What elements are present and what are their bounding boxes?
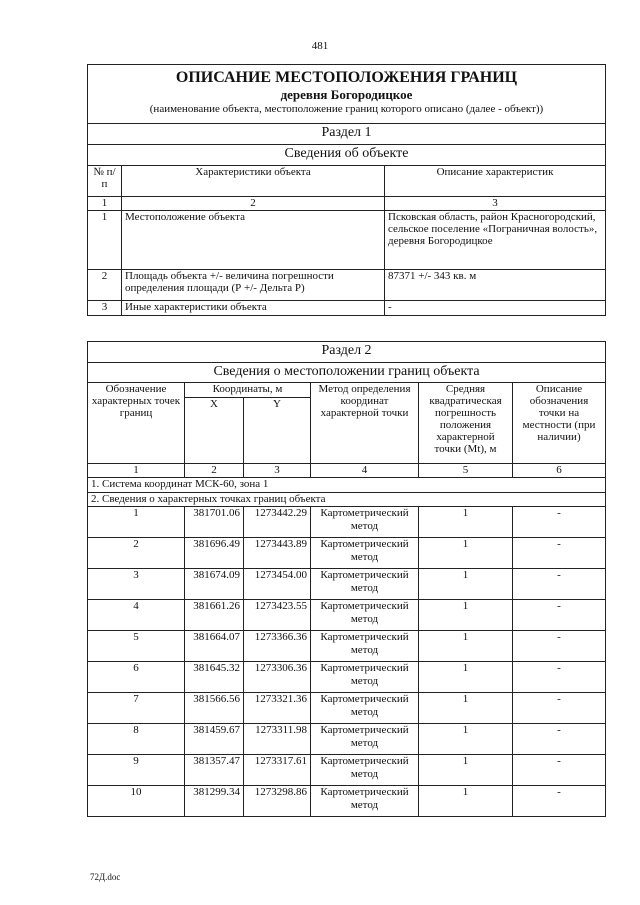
point-method: Картометрический метод [311,693,419,724]
point-description: - [513,786,606,817]
document-header [88,65,606,124]
point-number: 9 [88,755,185,786]
point-x: 381645.32 [185,662,244,693]
point-method: Картометрический метод [311,786,419,817]
col-number: 1 [88,464,185,478]
col-number: 5 [419,464,513,478]
point-y: 1273298.86 [244,786,311,817]
point-error: 1 [419,724,513,755]
point-error: 1 [419,786,513,817]
point-y: 1273454.00 [244,569,311,600]
point-description: - [513,693,606,724]
point-y: 1273321.36 [244,693,311,724]
col-number: 4 [311,464,419,478]
point-x: 381696.49 [185,538,244,569]
table-row [88,693,606,724]
point-number: 2 [88,538,185,569]
header-characteristic: Характеристики объекта [122,166,385,197]
table-row [88,507,606,538]
point-number: 3 [88,569,185,600]
point-description: - [513,507,606,538]
point-x: 381661.26 [185,600,244,631]
boundary-points-table [87,341,606,817]
table-row [88,301,606,316]
point-error: 1 [419,600,513,631]
row-number: 1 [88,211,122,270]
point-description: - [513,724,606,755]
point-error: 1 [419,693,513,724]
header-error: Средняя квадратическая погрешность положения характерной точки (Mt), м [419,383,513,464]
table-row [88,569,606,600]
row-number: 3 [88,301,122,316]
point-number: 8 [88,724,185,755]
point-y: 1273317.61 [244,755,311,786]
point-description: - [513,755,606,786]
table-row [88,600,606,631]
header-point-description: Описание обозначения точки на местности (при наличии) [513,383,606,464]
row-value: - [385,301,606,316]
col-number: 6 [513,464,606,478]
document-note: (наименование объекта, местоположение границ которого описано (далее - объект)) [149,103,544,115]
point-error: 1 [419,755,513,786]
point-x: 381701.06 [185,507,244,538]
coordinate-system: 1. Система координат МСК-60, зона 1 [88,478,606,493]
point-error: 1 [419,538,513,569]
col-number: 3 [244,464,311,478]
point-number: 7 [88,693,185,724]
point-error: 1 [419,631,513,662]
point-method: Картометрический метод [311,538,419,569]
table-row [88,538,606,569]
table-row [88,755,606,786]
points-section-title: 2. Сведения о характерных точках границ объекта [88,493,606,507]
point-number: 10 [88,786,185,817]
section1-title: Сведения об объекте [88,145,606,166]
point-x: 381674.09 [185,569,244,600]
point-y: 1273443.89 [244,538,311,569]
section2-title: Сведения о местоположении границ объекта [88,363,606,383]
section1-label: Раздел 1 [88,124,606,145]
row-name: Иные характеристики объекта [122,301,385,316]
document-title: ОПИСАНИЕ МЕСТОПОЛОЖЕНИЯ ГРАНИЦ [175,69,518,86]
point-method: Картометрический метод [311,631,419,662]
col-number: 2 [185,464,244,478]
row-name: Площадь объекта +/- величина погрешности определения площади (Р +/- Дельта Р) [122,270,385,301]
table-row [88,724,606,755]
table-row [88,270,606,301]
table-row [88,631,606,662]
row-value: Псковская область, район Красногородский, сельское поселение «Пограничная волость», деревня Богородицкое [385,211,606,270]
point-error: 1 [419,569,513,600]
point-method: Картометрический метод [311,600,419,631]
point-y: 1273366.36 [244,631,311,662]
point-x: 381299.34 [185,786,244,817]
point-number: 4 [88,600,185,631]
point-y: 1273311.98 [244,724,311,755]
header-description: Описание характеристик [385,166,606,197]
point-method: Картометрический метод [311,569,419,600]
point-method: Картометрический метод [311,755,419,786]
point-number: 5 [88,631,185,662]
point-x: 381459.67 [185,724,244,755]
table-row [88,211,606,270]
point-description: - [513,538,606,569]
point-error: 1 [419,662,513,693]
point-method: Картометрический метод [311,724,419,755]
point-x: 381566.56 [185,693,244,724]
row-value: 87371 +/- 343 кв. м [385,270,606,301]
section2-label: Раздел 2 [88,342,606,363]
col-number: 3 [385,197,606,211]
point-method: Картометрический метод [311,662,419,693]
point-x: 381357.47 [185,755,244,786]
header-y: Y [244,398,311,464]
point-description: - [513,662,606,693]
point-number: 6 [88,662,185,693]
point-description: - [513,569,606,600]
point-y: 1273306.36 [244,662,311,693]
document-subtitle: деревня Богородицкое [280,87,413,102]
page-number: 481 [311,40,329,52]
object-info-table [87,64,606,316]
point-method: Картометрический метод [311,507,419,538]
header-method: Метод определения координат характерной точки [311,383,419,464]
table-row [88,662,606,693]
header-x: X [185,398,244,464]
point-description: - [513,600,606,631]
header-coordinates: Координаты, м [185,383,311,398]
header-num: № п/п [88,166,122,197]
row-name: Местоположение объекта [122,211,385,270]
point-x: 381664.07 [185,631,244,662]
col-number: 2 [122,197,385,211]
table-row [88,786,606,817]
header-designation: Обозначение характерных точек границ [88,383,185,464]
point-number: 1 [88,507,185,538]
point-error: 1 [419,507,513,538]
col-number: 1 [88,197,122,211]
point-description: - [513,631,606,662]
row-number: 2 [88,270,122,301]
file-name-footer: 72Д.doc [90,872,121,882]
point-y: 1273423.55 [244,600,311,631]
point-y: 1273442.29 [244,507,311,538]
